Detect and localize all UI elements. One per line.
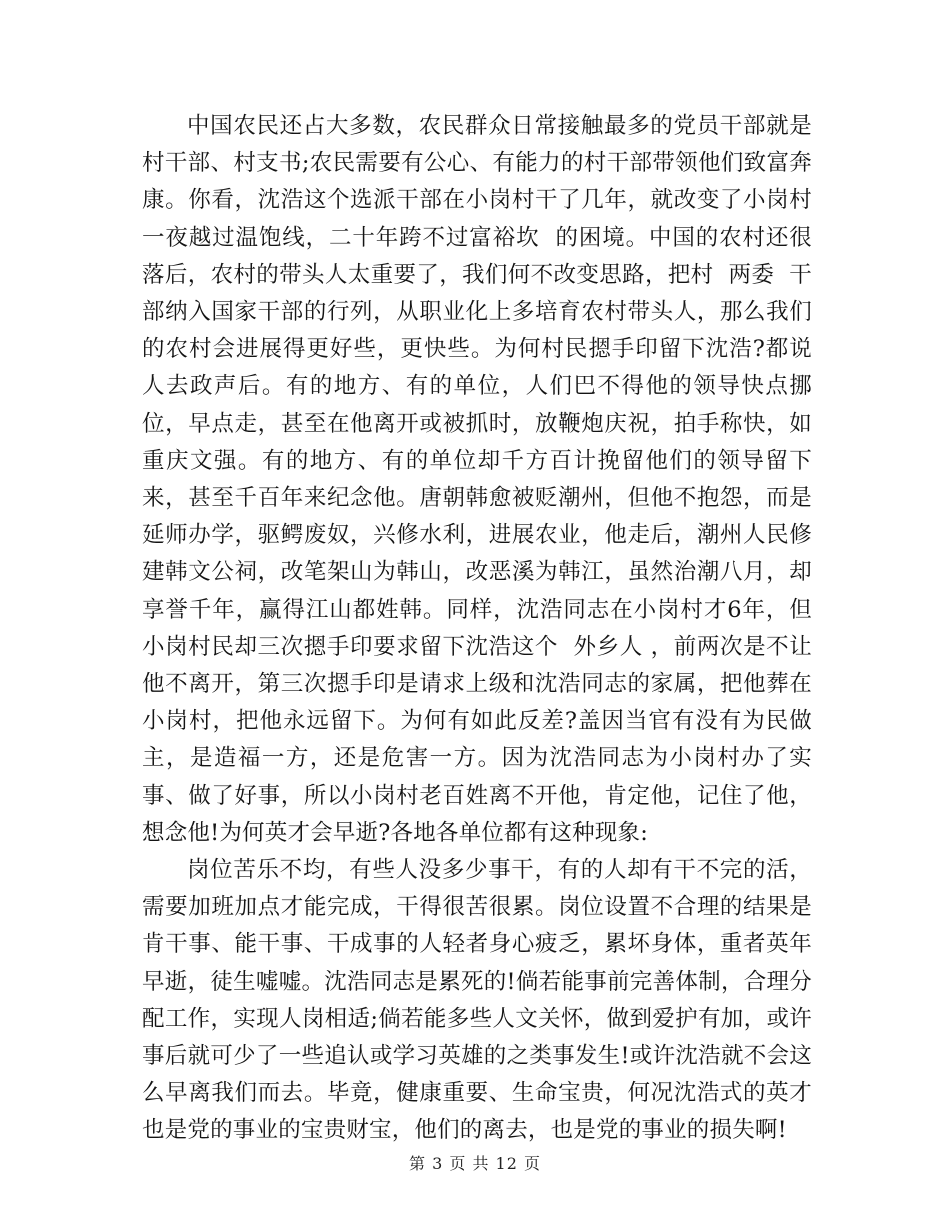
page-number-footer: 第 3 页 共 12 页 [409, 1154, 541, 1173]
body-paragraph-1: 中国农民还占大多数，农民群众日常接触最多的党员干部就是村干部、村支书;农民需要有公心、有能力的村干部带领他们致富奔康。你看，沈浩这个选派干部在小岗村干了几年，就改变了小岗村 一夜越过温饱线，二十年跨不过富裕坎 的困境。中国的农村还很落后，农村的带头人太重要了，我们何不改变思路，把村 两委 干部纳入国家干部的行列，从职业化上多培育农村带头人，那么我们的农村会进展得更好些，更快些。为何村民摁手印留下沈浩?都说人去政声后。有的地方、有的单位，人们巴不得他的领导快点挪位，早点走，甚至在他离开或被抓时，放鞭炮庆祝，拍手称快，如重庆文强。有的地方、有的单位却千方百计挽留他们的领导留下来，甚至千百年来纪念他。唐朝韩愈被贬潮州，但他不抱怨，而是延师办学，驱鳄废奴，兴修水利，进展农业，他走后，潮州人民修建韩文公祠，改笔架山为韩山，改恶溪为韩江，虽然治潮八月，却享誉千年，赢得江山都姓韩。同样，沈浩同志在小岗村才6年，但小岗村民却三次摁手印要求留下沈浩这个 外乡人 ，前两次是不让他不离开，第三次摁手印是请求上级和沈浩同志的家属，把他葬在小岗村，把他永远留下。为何有如此反差?盖因当官有没有为民做主，是造福一方，还是危害一方。因为沈浩同志为小岗村办了实事、做了好事，所以小岗村老百姓离不开他，肯定他，记住了他，想念他!为何英才会早逝?各地各单位都有这种现象: [142, 113, 827, 846]
document-body [142, 108, 827, 1150]
body-paragraph-2: 岗位苦乐不均，有些人没多少事干，有的人却有干不完的活，需要加班加点才能完成，干得很苦很累。岗位设置不合理的结果是肯干事、能干事、干成事的人轻者身心疲乏，累坏身体，重者英年早逝，徒生嘘嘘。沈浩同志是累死的!倘若能事前完善体制，合理分配工作，实现人岗相适;倘若能多些人文关怀，做到爱护有加，或许事后就可少了一些追认或学习英雄的之类事发生!或许沈浩就不会这么早离我们而去。毕竟，健康重要、生命宝贵，何况沈浩式的英才也是党的事业的宝贵财宝，他们的离去，也是党的事业的损失啊! [142, 857, 812, 1144]
